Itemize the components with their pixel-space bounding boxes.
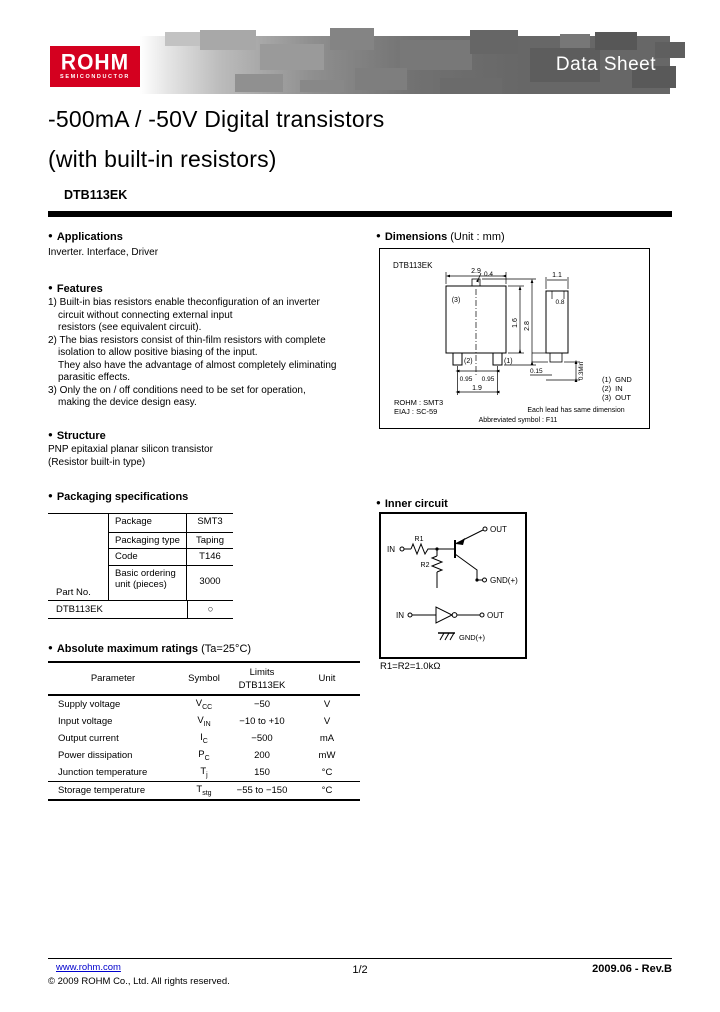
packaging-table (48, 513, 233, 619)
rating-unit: V (323, 699, 331, 710)
title-rule (48, 211, 672, 217)
pkg-rohm: ROHM : SMT3 (394, 398, 444, 407)
section-bullet-icon: ● (48, 231, 53, 240)
part-no-value: DTB113EK (56, 604, 103, 615)
table-row (48, 533, 233, 549)
rohm-logo-subtext: SEMICONDUCTOR (60, 74, 130, 80)
circuit-r2-label: R2 (420, 562, 430, 569)
pin-legend-line: (2) IN (602, 384, 623, 393)
section-bullet-icon: ● (48, 283, 53, 292)
packaging-value: Taping (187, 533, 233, 549)
mosaic-block (235, 74, 283, 92)
circuit-out2-label: OUT (487, 611, 504, 620)
rating-parameter: Output current (58, 733, 119, 744)
rating-symbol: $I_C$ (200, 732, 208, 745)
table-row (48, 764, 360, 781)
table-row (48, 713, 360, 730)
structure-heading: ● Structure (48, 430, 106, 442)
mosaic-block (260, 44, 324, 70)
section-bullet-icon: ● (376, 498, 381, 507)
table-row (48, 514, 233, 533)
page-title-line2: (with built-in resistors) (48, 146, 277, 172)
resistor-note: R1=R2=1.0kΩ (380, 661, 441, 672)
packaging-value: SMT3 (187, 514, 233, 533)
table-row (48, 549, 233, 566)
circuit-gnd-label: GND(+) (490, 576, 518, 585)
part-no-label: Part No. (56, 587, 91, 598)
rating-limit: −55 to −150 (236, 785, 288, 796)
inner-circuit-box (379, 512, 527, 659)
rating-limit: −500 (251, 733, 273, 744)
packaging-label: Code (108, 549, 187, 566)
dim-pin1-mark: (1) (504, 358, 513, 365)
feature-line: resistors (see equivalent circuit). (58, 322, 202, 333)
feature-line: 2) The bias resistors consist of thin-film resistors with complete (48, 334, 326, 346)
rating-parameter: Power dissipation (58, 750, 133, 761)
structure-line: PNP epitaxial planar silicon transistor (48, 444, 213, 455)
dim-span: 1.9 (472, 385, 482, 392)
page-number: 1/2 (352, 964, 368, 976)
section-bullet-icon: ● (376, 231, 381, 240)
rating-unit: mA (319, 733, 335, 744)
feature-line: isolation to allow positive biasing of the input. (58, 347, 258, 358)
pin-legend-line: (3) OUT (602, 393, 632, 402)
table-row (48, 566, 233, 601)
table-row (48, 730, 360, 747)
header-banner (140, 36, 670, 94)
revision-text: 2009.06 - Rev.B (592, 963, 672, 975)
dimensions-heading: ● Dimensions (Unit : mm) (376, 231, 505, 243)
dim-body-height: 1.6 (512, 318, 519, 328)
rating-limit: −50 (253, 699, 271, 710)
rating-unit: V (323, 716, 331, 727)
copyright-text: © 2009 ROHM Co., Ltd. All rights reserved. (48, 976, 230, 987)
ratings-heading: ● Absolute maximum ratings (Ta=25°C) (48, 643, 252, 655)
dim-top-lead: 0.8 (555, 299, 565, 306)
packaging-label: Packaging type (108, 533, 187, 549)
packaging-label: Basic ordering unit (pieces) (108, 566, 187, 600)
inner-circuit-heading: ● Inner circuit (376, 498, 448, 510)
packaging-value: 3000 (199, 576, 221, 587)
dim-note1: Each lead has same dimension (527, 407, 625, 414)
column-header: Parameter (90, 673, 136, 684)
mosaic-block (330, 28, 374, 50)
rating-limit: 200 (254, 750, 270, 761)
dim-pin2-mark: (2) (464, 358, 473, 365)
mosaic-block (200, 30, 256, 50)
applications-body: Inverter. Interface, Driver (48, 247, 159, 258)
table-row (48, 601, 233, 618)
feature-line: 3) Only the on / off conditions need to be set for operation, (48, 384, 306, 396)
mosaic-block (655, 42, 685, 58)
dimensions-drawing (380, 249, 649, 428)
pin-legend-line: (1) GND (602, 375, 632, 384)
mosaic-block (560, 34, 590, 48)
rating-limit: 150 (254, 767, 270, 778)
dim-overall-height: 2.8 (524, 321, 531, 331)
table-row (48, 696, 360, 713)
feature-line: circuit without connecting external input (58, 309, 233, 321)
column-header: Unit (318, 673, 336, 684)
feature-line: 1) Built-in bias resistors enable theconfiguration of an inverter (48, 297, 320, 308)
dim-pitch2: 0.95 (481, 376, 495, 383)
structure-body (48, 444, 213, 469)
rating-symbol: $V_{IN}$ (197, 715, 211, 728)
feature-line: parasitic effects. (58, 372, 131, 383)
dim-pitch1: 0.95 (459, 376, 473, 383)
rating-limit: −10 to +10 (239, 716, 285, 727)
table-row (48, 781, 360, 799)
dim-part-label: DTB113EK (393, 261, 433, 270)
rating-parameter: Storage temperature (58, 785, 146, 796)
dim-lead-thickness: 0.15 (530, 368, 543, 375)
rohm-logo-text: ROHM (60, 50, 130, 75)
packaging-value: T146 (187, 549, 233, 566)
rating-symbol: $T_{stg}$ (196, 784, 212, 797)
circuit-gnd2-label: GND(+) (459, 633, 486, 642)
column-header: Limits DTB113EK (238, 666, 286, 691)
ratings-table (48, 661, 360, 801)
mosaic-block (470, 30, 518, 54)
footer-rule (48, 958, 672, 959)
feature-line: making the device design easy. (58, 397, 197, 408)
mosaic-block (400, 40, 472, 70)
packaging-heading: ● Packaging specifications (48, 491, 189, 503)
rating-unit: mW (318, 750, 336, 761)
circuit-in-label: IN (387, 545, 395, 554)
table-row (48, 747, 360, 764)
section-bullet-icon: ● (48, 430, 53, 439)
dim-lead-width: 0.4 (484, 271, 494, 278)
page-title-line1: -500mA / -50V Digital transistors (48, 106, 385, 132)
section-bullet-icon: ● (48, 643, 53, 652)
applications-heading: ● Applications (48, 231, 123, 243)
ratings-condition: (Ta=25°C) (201, 643, 252, 655)
rating-parameter: Junction temperature (58, 767, 148, 778)
mosaic-block (355, 68, 407, 90)
mosaic-block (165, 32, 203, 46)
banner-title: Data Sheet (555, 54, 656, 75)
rating-symbol: $V_{CC}$ (195, 698, 213, 711)
availability-mark: ○ (187, 601, 233, 618)
circuit-in2-label: IN (396, 611, 404, 620)
features-list (48, 297, 378, 410)
dim-pin3-mark: (3) (451, 297, 461, 304)
rating-unit: °C (321, 767, 333, 778)
dim-note2: Abbreviated symbol : F11 (478, 417, 558, 424)
dim-width: 2.9 (471, 268, 481, 275)
inner-circuit-drawing (381, 514, 525, 657)
rohm-website-link[interactable]: www.rohm.com (56, 962, 121, 973)
pkg-eiaj: EIAJ : SC-59 (394, 407, 438, 416)
circuit-r1-label: R1 (414, 536, 424, 543)
rating-parameter: Input voltage (58, 716, 113, 727)
rating-unit: °C (321, 785, 333, 796)
dim-thickness: 1.1 (552, 272, 562, 279)
packaging-label: Package (108, 514, 187, 533)
feature-line: They also have the advantage of almost completely eliminating (58, 359, 337, 371)
structure-line: (Resistor built-in type) (48, 456, 146, 468)
circuit-out-label: OUT (490, 525, 507, 534)
rating-parameter: Supply voltage (58, 699, 121, 710)
mosaic-block (440, 78, 502, 94)
features-heading: ● Features (48, 283, 103, 295)
column-header: Symbol (188, 673, 220, 684)
dim-standoff: 0.3Min (579, 361, 585, 381)
dimensions-unit-note: (Unit : mm) (450, 231, 505, 243)
rating-symbol: $P_C$ (198, 749, 210, 762)
rohm-logo (50, 46, 140, 87)
rating-symbol: $T_j$ (200, 766, 208, 779)
ratings-header-row (48, 663, 360, 696)
section-bullet-icon: ● (48, 491, 53, 500)
part-number: DTB113EK (64, 188, 128, 202)
mosaic-block (300, 80, 344, 92)
mosaic-block (595, 32, 637, 50)
dimensions-box (379, 248, 650, 429)
